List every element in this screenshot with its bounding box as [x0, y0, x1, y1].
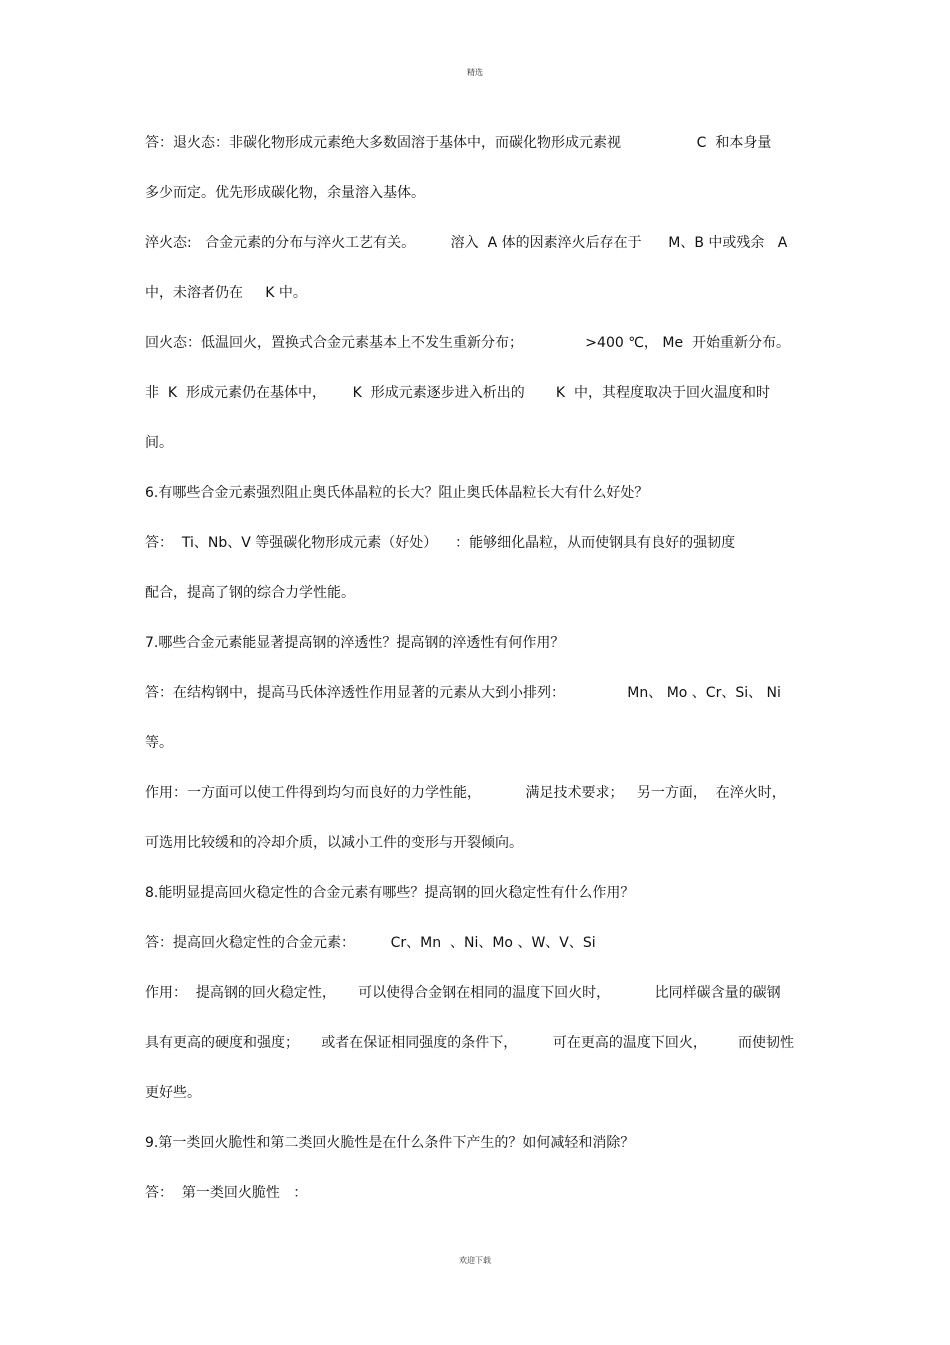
text-line: 配合，提高了钢的综合力学性能。 — [145, 585, 355, 601]
question-7: 7.哪些合金元素能显著提高钢的淬透性？提高钢的淬透性有何作用？ — [145, 635, 565, 651]
text-line: 间。 — [145, 435, 173, 451]
page-footer: 欢迎下载 — [459, 1256, 491, 1265]
text-line: 答：提高回火稳定性的合金元素： Cr、Mn 、Ni、Mo 、W、V、Si — [145, 935, 596, 951]
text-line: 淬火态: 合金元素的分布与淬火工艺有关。 溶入 A 体的因素淬火后存在于 M、B 中或残余 A — [145, 235, 788, 251]
question-8: 8.能明显提高回火稳定性的合金元素有哪些？提高钢的回火稳定性有什么作用？ — [145, 885, 635, 901]
question-6: 6.有哪些合金元素强烈阻止奥氏体晶粒的长大？阻止奥氏体晶粒长大有什么好处？ — [145, 485, 649, 501]
text-line: 作用：一方面可以使工件得到均匀而良好的力学性能， 满足技术要求； 另一方面， 在淬火时， — [145, 785, 786, 801]
page-header: 精选 — [467, 68, 483, 77]
text-line: 中，未溶者仍在 K 中。 — [145, 285, 307, 301]
text-line: 答：退火态：非碳化物形成元素绝大多数固溶于基体中，而碳化物形成元素视 C 和本身量 — [145, 135, 772, 151]
text-line: 非 K 形成元素仍在基体中， K 形成元素逐步进入析出的 K 中，其程度取决于回火温度和时 — [145, 385, 770, 401]
text-line: 答： Ti、Nb、V 等强碳化物形成元素（好处） ：能够细化晶粒，从而使钢具有良好的强韧度 — [145, 535, 736, 551]
text-line: 答：在结构钢中，提高马氏体淬透性作用显著的元素从大到小排列： Mn、 Mo 、Cr、Si、 Ni — [145, 685, 781, 701]
text-line: 回火态：低温回火，置换式合金元素基本上不发生重新分布； >400 ℃， Me 开始重新分布。 — [145, 335, 790, 351]
text-line: 等。 — [145, 735, 173, 751]
document-body — [145, 126, 815, 1226]
text-line: 更好些。 — [145, 1085, 201, 1101]
text-line: 作用： 提高钢的回火稳定性， 可以使得合金钢在相同的温度下回火时， 比同样碳含量的碳钢 — [145, 985, 781, 1001]
question-9: 9.第一类回火脆性和第二类回火脆性是在什么条件下产生的？如何减轻和消除？ — [145, 1135, 635, 1151]
text-line: 多少而定。优先形成碳化物，余量溶入基体。 — [145, 185, 425, 201]
text-line: 答： 第一类回火脆性 ： — [145, 1185, 308, 1201]
text-line: 具有更高的硬度和强度； 或者在保证相同强度的条件下， 可在更高的温度下回火， 而使韧性 — [145, 1035, 795, 1051]
text-line: 可选用比较缓和的冷却介质，以减小工件的变形与开裂倾向。 — [145, 835, 523, 851]
